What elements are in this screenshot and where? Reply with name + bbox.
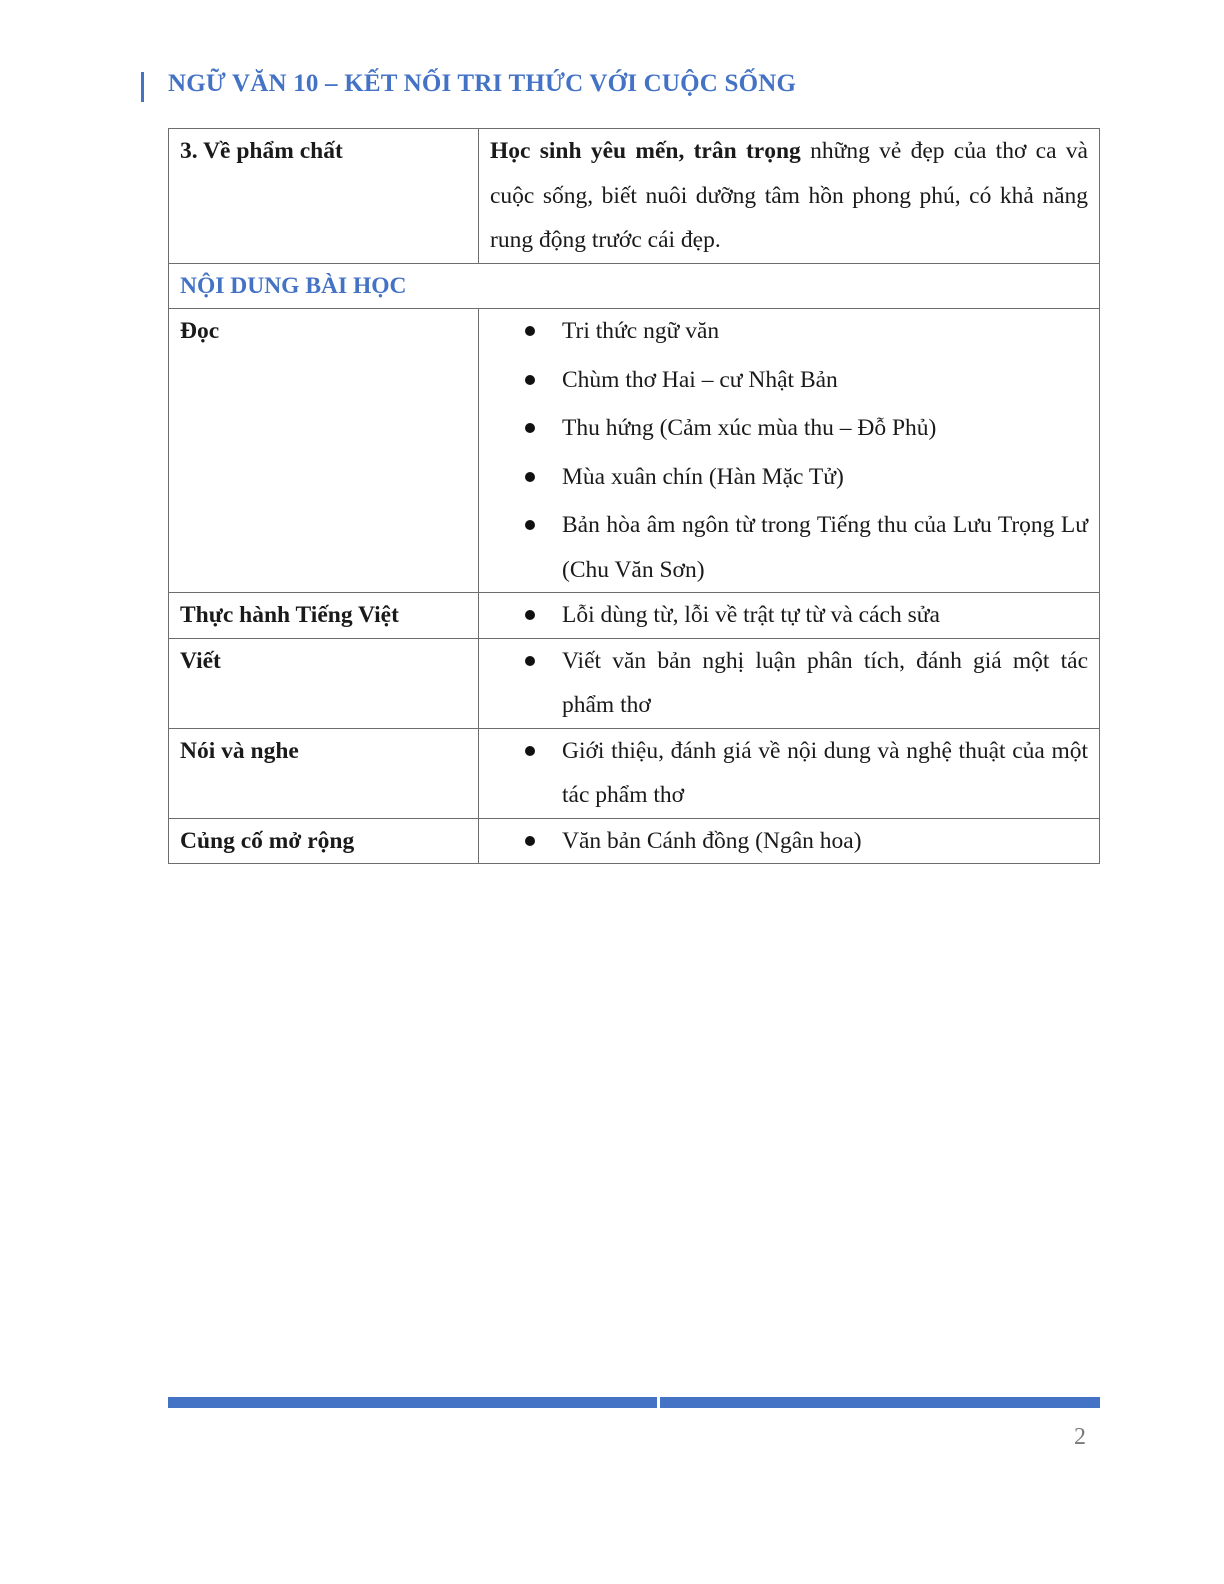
footer-divider xyxy=(168,1397,1100,1408)
list-item-text: Thu hứng (Cảm xúc mùa thu – Đỗ Phủ) xyxy=(562,415,937,441)
table-row xyxy=(169,728,1100,818)
quality-row xyxy=(169,129,1100,264)
row-content-speaking xyxy=(479,728,1100,818)
table-row xyxy=(169,309,1100,593)
list-item xyxy=(490,593,1088,638)
bullet-icon xyxy=(525,375,535,385)
list-item xyxy=(490,455,1088,500)
section-row xyxy=(169,263,1100,309)
bullet-icon xyxy=(525,326,535,336)
list-item xyxy=(490,729,1088,818)
list-item xyxy=(490,503,1088,592)
row-label-doc: Đọc xyxy=(169,309,479,593)
page-header-title: NGỮ VĂN 10 – KẾT NỐI TRI THỨC VỚI CUỘC SỐNG xyxy=(168,70,797,97)
row-content-writing xyxy=(479,638,1100,728)
list-item xyxy=(490,309,1088,354)
page-number: 2 xyxy=(1074,1424,1086,1450)
row-content-extension xyxy=(479,818,1100,864)
bullet-icon xyxy=(525,656,535,666)
row-label-writing: Viết xyxy=(169,638,479,728)
list-item xyxy=(490,406,1088,451)
bullet-icon xyxy=(525,610,535,620)
lesson-table xyxy=(168,128,1100,864)
list-item xyxy=(490,819,1088,864)
quality-text: những vẻ đẹp của thơ ca và cuộc sống, biết nuôi dưỡng tâm hồn phong phú, có khả năng rung động trước cái đẹp. xyxy=(490,138,1088,253)
list-item-text: Lỗi dùng từ, lỗi về trật tự từ và cách sửa xyxy=(562,602,940,628)
bullet-icon xyxy=(525,520,535,530)
table-row xyxy=(169,818,1100,864)
row-label-practice: Thực hành Tiếng Việt xyxy=(169,593,479,639)
list-item-text: Văn bản Cánh đồng (Ngân hoa) xyxy=(562,827,862,854)
list-item-text: Mùa xuân chín (Hàn Mặc Tử) xyxy=(562,463,844,490)
list-item-text: Chùm thơ Hai – cư Nhật Bản xyxy=(562,366,838,393)
row-content-doc xyxy=(479,309,1100,593)
quality-label: 3. Về phẩm chất xyxy=(169,129,479,264)
quality-bold-text: Học sinh yêu mến, trân trọng xyxy=(490,138,801,164)
list-item xyxy=(490,358,1088,403)
list-item-text: Tri thức ngữ văn xyxy=(562,318,720,344)
footer-divider-gap xyxy=(657,1397,660,1408)
list-item-text: Viết văn bản nghị luận phân tích, đánh giá một tác phẩm thơ xyxy=(562,647,1088,718)
bullet-icon xyxy=(525,472,535,482)
row-content-practice xyxy=(479,593,1100,639)
table-row xyxy=(169,593,1100,639)
bullet-icon xyxy=(525,836,535,846)
bullet-icon xyxy=(525,423,535,433)
row-label-extension: Củng cố mở rộng xyxy=(169,818,479,864)
section-title: NỘI DUNG BÀI HỌC xyxy=(169,263,1100,309)
bullet-icon xyxy=(525,746,535,756)
table-row xyxy=(169,638,1100,728)
list-item-text: Bản hòa âm ngôn từ trong Tiếng thu của Lưu Trọng Lư (Chu Văn Sơn) xyxy=(562,512,1088,583)
list-item-text: Giới thiệu, đánh giá về nội dung và nghệ thuật của một tác phẩm thơ xyxy=(562,737,1088,808)
row-label-speaking: Nói và nghe xyxy=(169,728,479,818)
quality-content xyxy=(479,129,1100,264)
header-accent-bar xyxy=(141,72,144,102)
list-item xyxy=(490,639,1088,728)
